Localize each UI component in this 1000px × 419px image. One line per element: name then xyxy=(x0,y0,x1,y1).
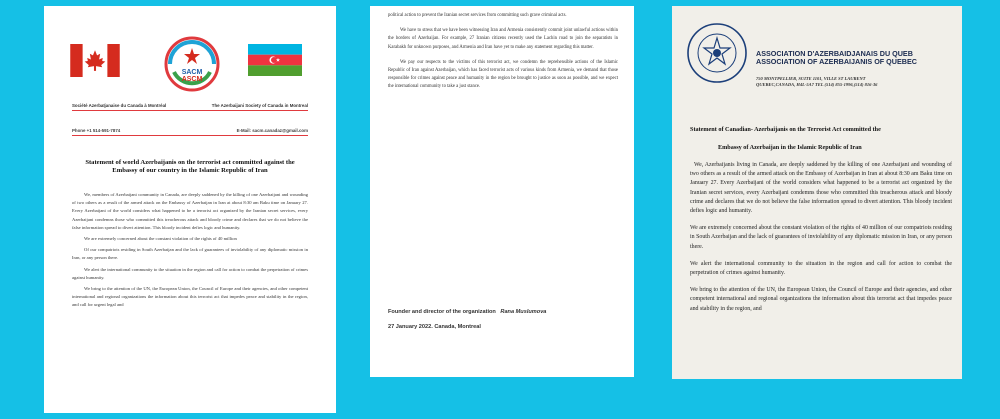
paragraph: We alert the international community to the situation in the region and call for action to combat the perpetration of crimes against humanity. xyxy=(72,266,308,280)
header-left: Société Azerbaïjanaise du Canada à Montréal xyxy=(72,103,167,108)
letterhead xyxy=(72,103,308,108)
svg-text:ASCM: ASCM xyxy=(181,76,203,83)
aaq-seal-icon xyxy=(686,22,748,84)
paragraph: We have to stress that we have been witnessing Iran and Armenia consistently commit joint unlawful actions within the borders of Azerbaijan. For example, 27 Iranian citizens recently used the Lachin road to join the separatists in Karabakh for unknown purposes, and Armenia and Iran have yet to make any statement regarding this matter. xyxy=(388,28,618,50)
paragraph: We, members of Azerbaijani community in Canada, are deeply saddened by the killing of one Azerbaijani and wounding of two others as a result of the armed attack on the Embassy of Azerbaijan in Iran at about 8:30 am Baku time on January 27. Every Azerbaijani of the world considers what happened to be a terrorist act organized by the Iranian secret services, every Azerbaijani condemns those who committed this treacherous attack and bloody crime and declares that we do not believe the false information spread to divert attention. This bloody incident defies logic and humanity. xyxy=(72,192,308,230)
svg-text:SACM: SACM xyxy=(181,69,203,76)
document-page-2 xyxy=(370,6,634,377)
phone-text: Phone +1 514-591-7874 xyxy=(72,128,121,133)
paragraph: Of our compatriots residing in South Azerbaijan and the lack of guarantees of inviolability of any diplomatic mission in Iran, or any person there. xyxy=(72,247,308,261)
email-text: E-Mail: sacm.canadaz@gmail.com xyxy=(236,128,308,133)
contact-divider xyxy=(72,135,308,136)
signature-name: Rana Muslumova xyxy=(500,309,547,315)
canada-flag-icon xyxy=(70,44,120,77)
paragraph: We alert the international community to the situation in the region and call for action to combat the perpetration of crimes against humanity. xyxy=(690,260,952,277)
statement-title-line-2: Embassy of Azerbaijan in the Islamic Republic of Iran xyxy=(718,144,862,151)
statement-body xyxy=(690,161,952,314)
org-address xyxy=(756,76,877,88)
azerbaijan-flag-icon xyxy=(248,44,302,76)
org-name-en: ASSOCIATION OF AZERBAIJANIS OF QUEBEC xyxy=(756,57,917,67)
paragraph: We, Azerbaijanis living in Canada, are deeply saddened by the killing of one Azerbaijani and wounding of two others as a result of the armed attack on the Embassy of Azerbaijan in Iran at about 8:30 am Baku time on January 27. Every Azerbaijani of the world considers what happened to be a terrorist act organized by the Iranian secret services, every Azerbaijani condemns those who committed this treacherous attack and bloody crime and declares that we do not believe the false information spread to divert attention. This bloody incident defies logic and humanity. xyxy=(690,162,952,215)
statement-title-line-1: Statement of Canadian- Azerbaijanis on the Terrorist Act committed the xyxy=(690,126,881,133)
signature-label: Founder and director of the organization xyxy=(388,309,496,315)
statement-date: 27 January 2022. Canada, Montreal xyxy=(388,324,481,330)
statement-body xyxy=(72,190,308,310)
address-line-1: 750 MONTPELLIER, SUITE 1101, VILLE ST LAURENT xyxy=(756,76,866,81)
address-line-2: QUEBEC,CANADA, H4L-5A7 TEL (514) 855-1996,(514) 816-36 xyxy=(756,82,878,87)
paragraph: We are extremely concerned about the constant violation of the rights of 40 million xyxy=(84,236,237,242)
header-right: The Azerbaijani Society of Canada in Montreal xyxy=(211,103,308,108)
paragraph: We bring to the attention of the UN, the European Union, the Council of Europe and their agencies, and other competent international and regional organizations the information about this terrorist act that impedes peace and stability in the region, and call for urgent legal and xyxy=(72,286,308,308)
paragraph: political action to prevent the Iranian secret services from committing such grave criminal acts. xyxy=(388,13,567,18)
statement-title: Statement of world Azerbaijanis on the terrorist act committed against the Embassy of our country in the Islamic Republic of Iran xyxy=(85,159,295,175)
header-divider xyxy=(72,110,308,111)
paragraph: We pay our respects to the victims of this terrorist act, we condemn the reprehensible actions of the Islamic Republic of Iran against Azerbaijan, which has faced terrorist acts of various kinds from Armenia, we demand that those responsible for crimes against peace and humanity in the region be brought to justice as soon as possible, and we expect the international community to take a just stance. xyxy=(388,59,618,90)
document-page-3 xyxy=(672,6,962,379)
paragraph: We are extremely concerned about the constant violation of the rights of 40 million of our compatriots residing in South Azerbaijan and the lack of guarantees of inviolability of any diplomatic mission in Iran, or any person there. xyxy=(690,225,952,250)
org-name xyxy=(756,50,917,67)
signature-line xyxy=(388,309,624,315)
paragraph: We bring to the attention of the UN, the European Union, the Council of Europe and their agencies, and other competent international and regional organizations the information about this terrorist act that impedes peace and stability in the region, and xyxy=(690,287,952,312)
statement-body-continued xyxy=(388,12,618,99)
document-page-1 xyxy=(44,6,336,413)
contact-line xyxy=(72,128,308,133)
org-name-fr: ASSOCIATION D'AZERBAIDJANAIS DU QUEB xyxy=(756,49,913,58)
sacm-logo-icon xyxy=(164,36,220,92)
